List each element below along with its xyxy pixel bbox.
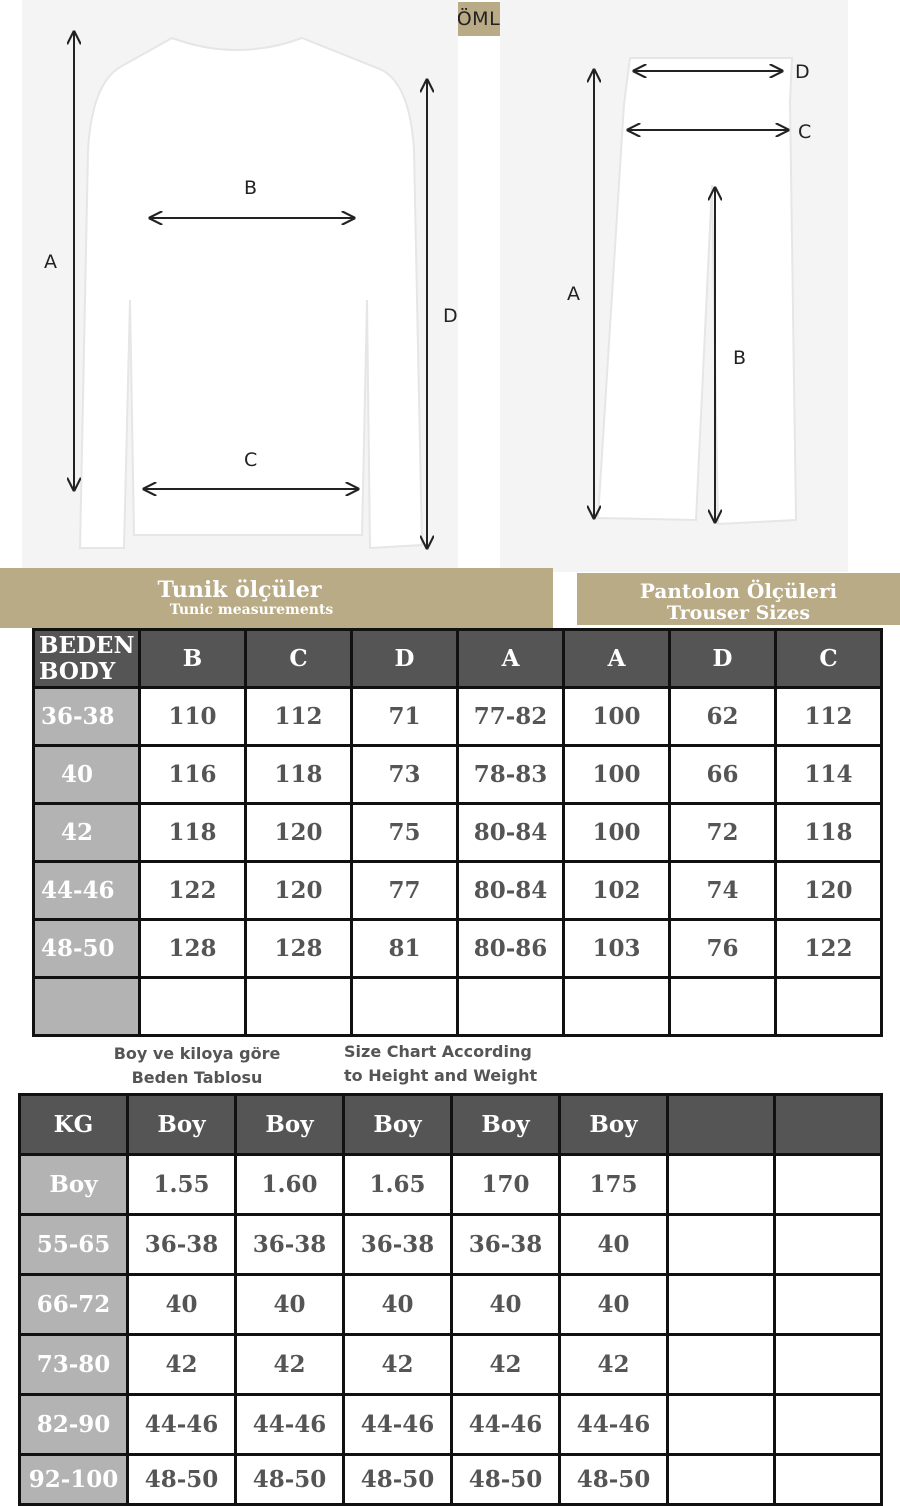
value-cell: 102 xyxy=(564,862,670,920)
value-cell: 42 xyxy=(452,1335,560,1395)
value-cell: 81 xyxy=(352,920,458,978)
value-cell: 42 xyxy=(344,1335,452,1395)
value-cell xyxy=(458,978,564,1036)
trouser-label-a: A xyxy=(567,283,580,305)
table-row xyxy=(20,1395,882,1455)
trouser-title: Pantolon Ölçüleri xyxy=(639,579,838,603)
value-cell xyxy=(670,978,776,1036)
value-cell: 40 xyxy=(344,1275,452,1335)
trouser-label-c: C xyxy=(798,121,812,143)
value-cell: 128 xyxy=(246,920,352,978)
value-cell: 120 xyxy=(246,862,352,920)
value-cell xyxy=(775,1155,882,1215)
column-header xyxy=(775,1095,882,1155)
value-cell: 80-84 xyxy=(458,804,564,862)
value-cell: 118 xyxy=(140,804,246,862)
value-cell: 120 xyxy=(776,862,882,920)
value-cell: 1.65 xyxy=(344,1155,452,1215)
value-cell xyxy=(775,1335,882,1395)
value-cell: 100 xyxy=(564,804,670,862)
value-cell xyxy=(775,1215,882,1275)
column-header: Boy xyxy=(560,1095,668,1155)
body-label: BODY xyxy=(39,657,116,685)
kg-header: KG xyxy=(20,1095,128,1155)
value-cell: 48-50 xyxy=(344,1455,452,1505)
value-cell xyxy=(668,1395,775,1455)
value-cell: 42 xyxy=(560,1335,668,1395)
value-cell: 74 xyxy=(670,862,776,920)
value-cell xyxy=(776,978,882,1036)
size-cell xyxy=(34,978,140,1036)
column-header: C xyxy=(776,630,882,688)
size-chart-table xyxy=(18,1093,883,1506)
trouser-banner xyxy=(577,573,900,625)
value-cell xyxy=(140,978,246,1036)
table-row xyxy=(20,1275,882,1335)
column-header: Boy xyxy=(344,1095,452,1155)
value-cell: 100 xyxy=(564,746,670,804)
value-cell: 48-50 xyxy=(560,1455,668,1505)
tunic-title: Tunik ölçüler xyxy=(157,577,322,603)
value-cell: 48-50 xyxy=(128,1455,236,1505)
value-cell: 48-50 xyxy=(236,1455,344,1505)
value-cell: 122 xyxy=(140,862,246,920)
value-cell: 80-86 xyxy=(458,920,564,978)
column-header xyxy=(668,1095,775,1155)
value-cell: 36-38 xyxy=(128,1215,236,1275)
value-cell: 114 xyxy=(776,746,882,804)
value-cell: 103 xyxy=(564,920,670,978)
table-row xyxy=(34,804,882,862)
shirt-label-d: D xyxy=(443,305,458,327)
value-cell: 36-38 xyxy=(452,1215,560,1275)
value-cell xyxy=(564,978,670,1036)
value-cell: 44-46 xyxy=(452,1395,560,1455)
trouser-label-d: D xyxy=(795,61,810,83)
shirt-label-b: B xyxy=(244,177,258,199)
column-header: D xyxy=(352,630,458,688)
value-cell: 112 xyxy=(776,688,882,746)
value-cell: 80-84 xyxy=(458,862,564,920)
column-header: Boy xyxy=(128,1095,236,1155)
trouser-label-b: B xyxy=(733,347,747,369)
table-row-empty xyxy=(34,978,882,1036)
value-cell: 40 xyxy=(128,1275,236,1335)
value-cell: 62 xyxy=(670,688,776,746)
table-row xyxy=(34,688,882,746)
beden-label: BEDEN xyxy=(39,631,135,659)
size-cell: 44-46 xyxy=(34,862,140,920)
table-row xyxy=(20,1335,882,1395)
size-note-tr-line2: Beden Tablosu xyxy=(131,1068,263,1087)
value-cell: 122 xyxy=(776,920,882,978)
value-cell xyxy=(775,1455,882,1505)
value-cell xyxy=(668,1455,775,1505)
trouser-shape xyxy=(598,58,796,524)
tunic-banner xyxy=(0,568,553,628)
table-row xyxy=(34,862,882,920)
row-label: 73-80 xyxy=(20,1335,128,1395)
value-cell xyxy=(668,1335,775,1395)
size-note-en-line2: to Height and Weight xyxy=(344,1066,538,1085)
value-cell: 48-50 xyxy=(452,1455,560,1505)
value-cell: 44-46 xyxy=(128,1395,236,1455)
value-cell: 118 xyxy=(246,746,352,804)
column-header: D xyxy=(670,630,776,688)
value-cell xyxy=(668,1275,775,1335)
value-cell: 40 xyxy=(560,1215,668,1275)
value-cell: 36-38 xyxy=(344,1215,452,1275)
value-cell xyxy=(775,1275,882,1335)
value-cell: 36-38 xyxy=(236,1215,344,1275)
measurement-table xyxy=(32,628,883,1037)
value-cell: 73 xyxy=(352,746,458,804)
column-header: Boy xyxy=(236,1095,344,1155)
table-row xyxy=(20,1215,882,1275)
value-cell: 42 xyxy=(236,1335,344,1395)
value-cell: 78-83 xyxy=(458,746,564,804)
trouser-subtitle: Trouser Sizes xyxy=(666,602,811,624)
value-cell: 120 xyxy=(246,804,352,862)
value-cell: 100 xyxy=(564,688,670,746)
value-cell xyxy=(352,978,458,1036)
value-cell: 72 xyxy=(670,804,776,862)
size-cell: 40 xyxy=(34,746,140,804)
shirt-label-c: C xyxy=(244,449,258,471)
size-note-en xyxy=(344,1040,544,1088)
column-header: B xyxy=(140,630,246,688)
value-cell: 112 xyxy=(246,688,352,746)
value-cell: 44-46 xyxy=(344,1395,452,1455)
value-cell: 40 xyxy=(236,1275,344,1335)
value-cell: 44-46 xyxy=(560,1395,668,1455)
row-label: 82-90 xyxy=(20,1395,128,1455)
beden-header xyxy=(34,630,140,688)
column-header: A xyxy=(564,630,670,688)
size-note-tr xyxy=(112,1042,282,1090)
value-cell: 1.55 xyxy=(128,1155,236,1215)
size-cell: 36-38 xyxy=(34,688,140,746)
product-title: GÖMLEKLİ xyxy=(374,2,626,36)
shirt-shape xyxy=(80,38,422,548)
value-cell xyxy=(668,1215,775,1275)
column-header: C xyxy=(246,630,352,688)
value-cell: 42 xyxy=(128,1335,236,1395)
value-cell: 170 xyxy=(452,1155,560,1215)
table-row xyxy=(20,1155,882,1215)
table-row xyxy=(20,1455,882,1505)
value-cell: 76 xyxy=(670,920,776,978)
value-cell: 118 xyxy=(776,804,882,862)
trouser-diagram xyxy=(500,0,848,572)
size-cell: 42 xyxy=(34,804,140,862)
size-cell: 48-50 xyxy=(34,920,140,978)
row-label: Boy xyxy=(20,1155,128,1215)
shirt-diagram xyxy=(22,0,458,568)
row-label: 55-65 xyxy=(20,1215,128,1275)
value-cell: 1.60 xyxy=(236,1155,344,1215)
value-cell: 44-46 xyxy=(236,1395,344,1455)
value-cell: 40 xyxy=(560,1275,668,1335)
value-cell: 77 xyxy=(352,862,458,920)
value-cell xyxy=(668,1155,775,1215)
shirt-label-a: A xyxy=(44,251,57,273)
size-note-tr-line1: Boy ve kiloya göre xyxy=(113,1044,281,1063)
value-cell xyxy=(775,1395,882,1455)
table-row xyxy=(34,746,882,804)
row-label: 92-100 xyxy=(20,1455,128,1505)
value-cell: 66 xyxy=(670,746,776,804)
value-cell: 77-82 xyxy=(458,688,564,746)
value-cell: 40 xyxy=(452,1275,560,1335)
size-note-en-line1: Size Chart According xyxy=(344,1042,532,1061)
tunic-subtitle: Tunic measurements xyxy=(169,602,334,618)
value-cell: 71 xyxy=(352,688,458,746)
value-cell: 110 xyxy=(140,688,246,746)
row-label: 66-72 xyxy=(20,1275,128,1335)
value-cell: 75 xyxy=(352,804,458,862)
value-cell xyxy=(246,978,352,1036)
table-row xyxy=(34,920,882,978)
column-header: Boy xyxy=(452,1095,560,1155)
column-header: A xyxy=(458,630,564,688)
value-cell: 116 xyxy=(140,746,246,804)
value-cell: 128 xyxy=(140,920,246,978)
value-cell: 175 xyxy=(560,1155,668,1215)
